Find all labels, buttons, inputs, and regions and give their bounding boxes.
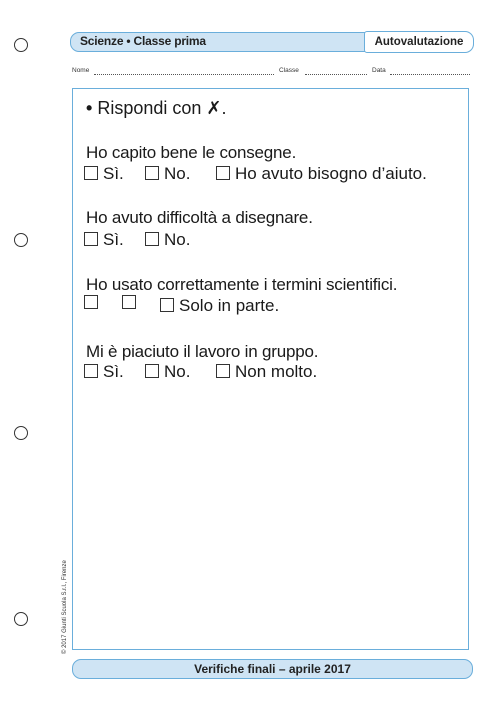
checkbox[interactable] bbox=[216, 166, 230, 180]
option-partial[interactable] bbox=[160, 296, 279, 316]
option-no[interactable] bbox=[145, 164, 190, 184]
checkbox[interactable] bbox=[145, 364, 159, 378]
question-3: Ho usato correttamente i termini scientifici. bbox=[86, 275, 398, 294]
option-label: Sì. bbox=[103, 230, 124, 249]
option-si[interactable] bbox=[84, 230, 124, 250]
binder-hole bbox=[14, 612, 28, 626]
header-tag: Autovalutazione bbox=[364, 31, 474, 53]
checkbox[interactable] bbox=[84, 364, 98, 378]
option-no[interactable] bbox=[145, 362, 190, 382]
name-label: Nome bbox=[72, 67, 90, 74]
option-si[interactable] bbox=[84, 164, 124, 184]
copyright-notice: © 2017 Giunti Scuola S.r.l., Firenze bbox=[62, 560, 68, 654]
binder-hole bbox=[14, 38, 28, 52]
option-2[interactable] bbox=[122, 296, 141, 310]
instruction bbox=[86, 98, 226, 119]
option-label: Non molto. bbox=[235, 362, 318, 381]
checkbox[interactable] bbox=[216, 364, 230, 378]
binder-hole bbox=[14, 426, 28, 440]
question-2: Ho avuto difficoltà a disegnare. bbox=[86, 208, 313, 227]
option-label: No. bbox=[164, 362, 191, 381]
option-label: No. bbox=[164, 164, 191, 183]
option-help[interactable] bbox=[216, 164, 427, 184]
checkbox[interactable] bbox=[84, 166, 98, 180]
option-no[interactable] bbox=[145, 230, 190, 250]
option-label: Sì. bbox=[103, 164, 124, 183]
date-field[interactable] bbox=[390, 74, 470, 75]
option-label: Ho avuto bisogno d’aiuto. bbox=[235, 164, 427, 183]
question-1: Ho capito bene le consegne. bbox=[86, 143, 297, 162]
footer-bar: Verifiche finali – aprile 2017 bbox=[72, 659, 473, 679]
binder-hole bbox=[14, 233, 28, 247]
class-field[interactable] bbox=[305, 74, 367, 75]
checkbox[interactable] bbox=[145, 166, 159, 180]
name-field[interactable] bbox=[94, 74, 274, 75]
checkbox[interactable] bbox=[145, 232, 159, 246]
checkbox[interactable] bbox=[84, 295, 98, 309]
checkbox[interactable] bbox=[122, 295, 136, 309]
option-label: No. bbox=[164, 230, 191, 249]
option-si[interactable] bbox=[84, 362, 124, 382]
checkbox[interactable] bbox=[160, 298, 174, 312]
header-title: Scienze • Classe prima bbox=[80, 34, 206, 48]
student-fields bbox=[72, 67, 472, 79]
instruction-text: Rispondi con ✗. bbox=[97, 98, 227, 118]
option-label: Solo in parte. bbox=[179, 296, 280, 315]
option-not-much[interactable] bbox=[216, 362, 317, 382]
option-label: Sì. bbox=[103, 362, 124, 381]
question-4: Mi è piaciuto il lavoro in gruppo. bbox=[86, 342, 319, 361]
class-label: Classe bbox=[279, 67, 299, 74]
date-label: Data bbox=[372, 67, 386, 74]
option-1[interactable] bbox=[84, 296, 103, 310]
checkbox[interactable] bbox=[84, 232, 98, 246]
instruction-bullet: • bbox=[86, 98, 93, 118]
